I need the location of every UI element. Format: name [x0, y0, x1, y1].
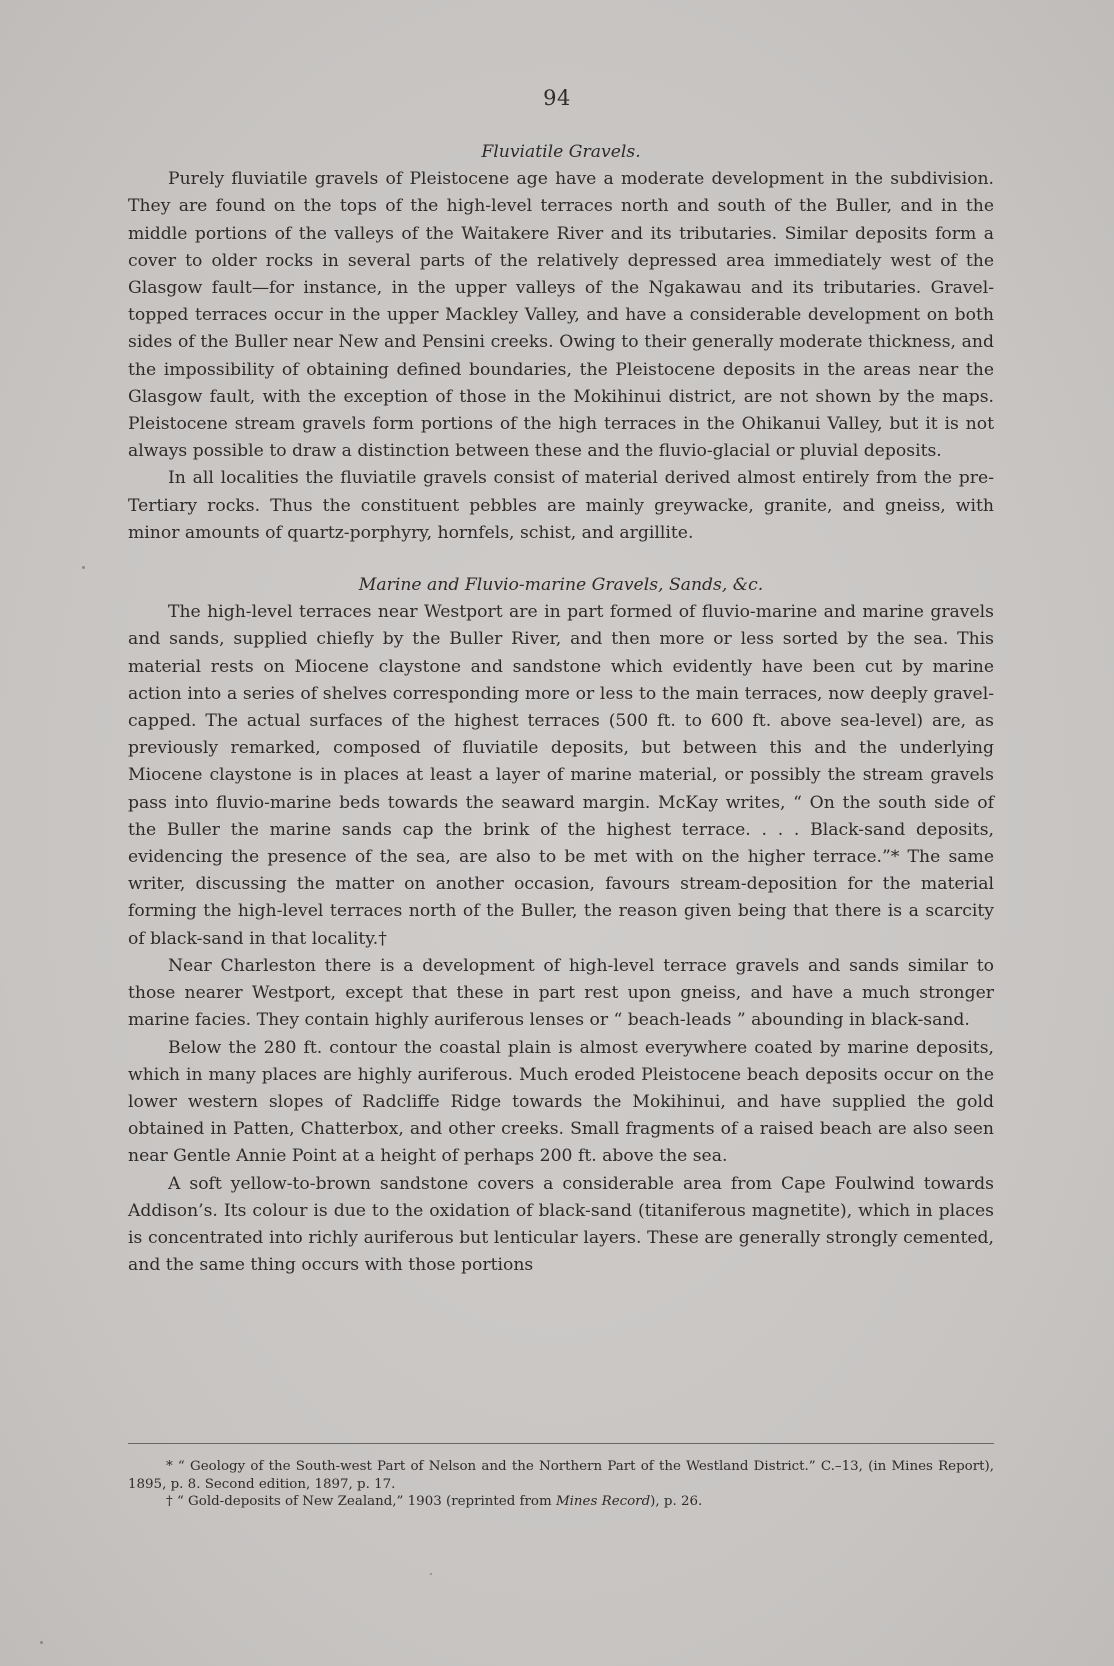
footnote-1: * “ Geology of the South-west Part of Nelson and the Northern Part of the Westland District.” C.–13, (in Mines Report), 1895, p. 8. Second edition, 1897, p. 17.: [128, 1459, 994, 1492]
section-heading-fluviatile-gravels: Fluviatile Gravels.: [481, 142, 641, 162]
footnote-2-tail: ), p. 26.: [650, 1494, 703, 1509]
footnote-2-italic-title: Mines Record: [555, 1494, 651, 1509]
paragraph-marine-3: Below the 280 ft. contour the coastal plain is almost everywhere coated by marine deposits, which in many places are highly auriferous. Much eroded Pleistocene beach deposits occur on the lower western slopes of Radcliffe Ridge towards the Mokihinui, and have supplied the gold obtained in Patten, Chatterbox, and other creeks. Small fragments of a raised beach are also seen near Gentle Annie Point at a height of perhaps 200 ft. above the sea.: [128, 1037, 994, 1167]
page-number: 94: [543, 86, 571, 110]
footnote-divider: [128, 1443, 994, 1444]
main-text: [128, 139, 994, 1279]
paragraph-marine-2: Near Charleston there is a development of high-level terrace gravels and sands similar to those nearer Westport, except that these in part rest upon gneiss, and have a much stronger marine facies. They contain highly auriferous lenses or “ beach-leads ” abounding in black-sand.: [128, 955, 994, 1031]
paragraph-fluviatile-1: Purely fluviatile gravels of Pleistocene age have a moderate development in the subdivision. They are found on the tops of the high-level terraces north and south of the Buller, and in the middle portions of the valleys of the Waitakere River and its tributaries. Similar deposits form a cover to older rocks in several parts of the relatively depressed area immediately west of the Glasgow fault—for instance, in the upper valleys of the Ngakawau and its tributaries. Gravel-topped terraces occur in the upper Mackley Valley, and have a considerable development on both sides of the Buller near New and Pensini creeks. Owing to their generally moderate thickness, and the impossibility of obtaining defined boundaries, the Pleistocene deposits in the areas near the Glasgow fault, with the exception of those in the Mokihinui district, are not shown by the maps. Pleistocene stream gravels form portions of the high terraces in the Ohikanui Valley, but it is not always possible to draw a distinction between these and the fluvio-glacial or pluvial deposits.: [128, 169, 994, 462]
scan-speck: [40, 1641, 43, 1644]
paragraph-marine-1: The high-level terraces near Westport are in part formed of fluvio-marine and marine gravels and sands, supplied chiefly by the Buller River, and then more or less sorted by the sea. This material rests on Miocene claystone and sandstone which evidently have been cut by marine action into a series of shelves corresponding more or less to the main terraces, now deeply gravel-capped. The actual surfaces of the highest terraces (500 ft. to 600 ft. above sea-level) are, as previously remarked, composed of fluviatile deposits, but between this and the underlying Miocene claystone is in places at least a layer of marine material, or possibly the stream gravels pass into fluvio-marine beds towards the seaward margin. McKay writes, “ On the south side of the Buller the marine sands cap the brink of the highest terrace. . . . Black-sand deposits, evidencing the presence of the sea, are also to be met with on the higher terrace.”* The same writer, discussing the matter on another occasion, favours stream-deposition for the material forming the high-level terraces north of the Buller, the reason given being that there is a scarcity of black-sand in that locality.†: [128, 602, 994, 949]
scan-speck: [82, 566, 85, 569]
scan-speck: [430, 1573, 432, 1575]
footnote-2: [128, 1493, 994, 1511]
footnote-2-text: † “ Gold-deposits of New Zealand,” 1903 (reprinted from: [166, 1494, 556, 1509]
paragraph-fluviatile-2: In all localities the fluviatile gravels consist of material derived almost entirely from the pre-Tertiary rocks. Thus the constituent pebbles are mainly greywacke, granite, and gneiss, with minor amounts of quartz-porphyry, hornfels, schist, and argillite.: [128, 468, 994, 543]
paragraph-marine-4: A soft yellow-to-brown sandstone covers a considerable area from Cape Foulwind towards Addison’s. Its colour is due to the oxidation of black-sand (titaniferous magnetite), which in places is concentrated into richly auriferous but lenticular layers. These are generally strongly cemented, and the same thing occurs with those portions: [128, 1173, 994, 1276]
footnotes: [128, 1458, 994, 1511]
section-heading-marine-gravels: Marine and Fluvio-marine Gravels, Sands, &c.: [358, 575, 764, 596]
